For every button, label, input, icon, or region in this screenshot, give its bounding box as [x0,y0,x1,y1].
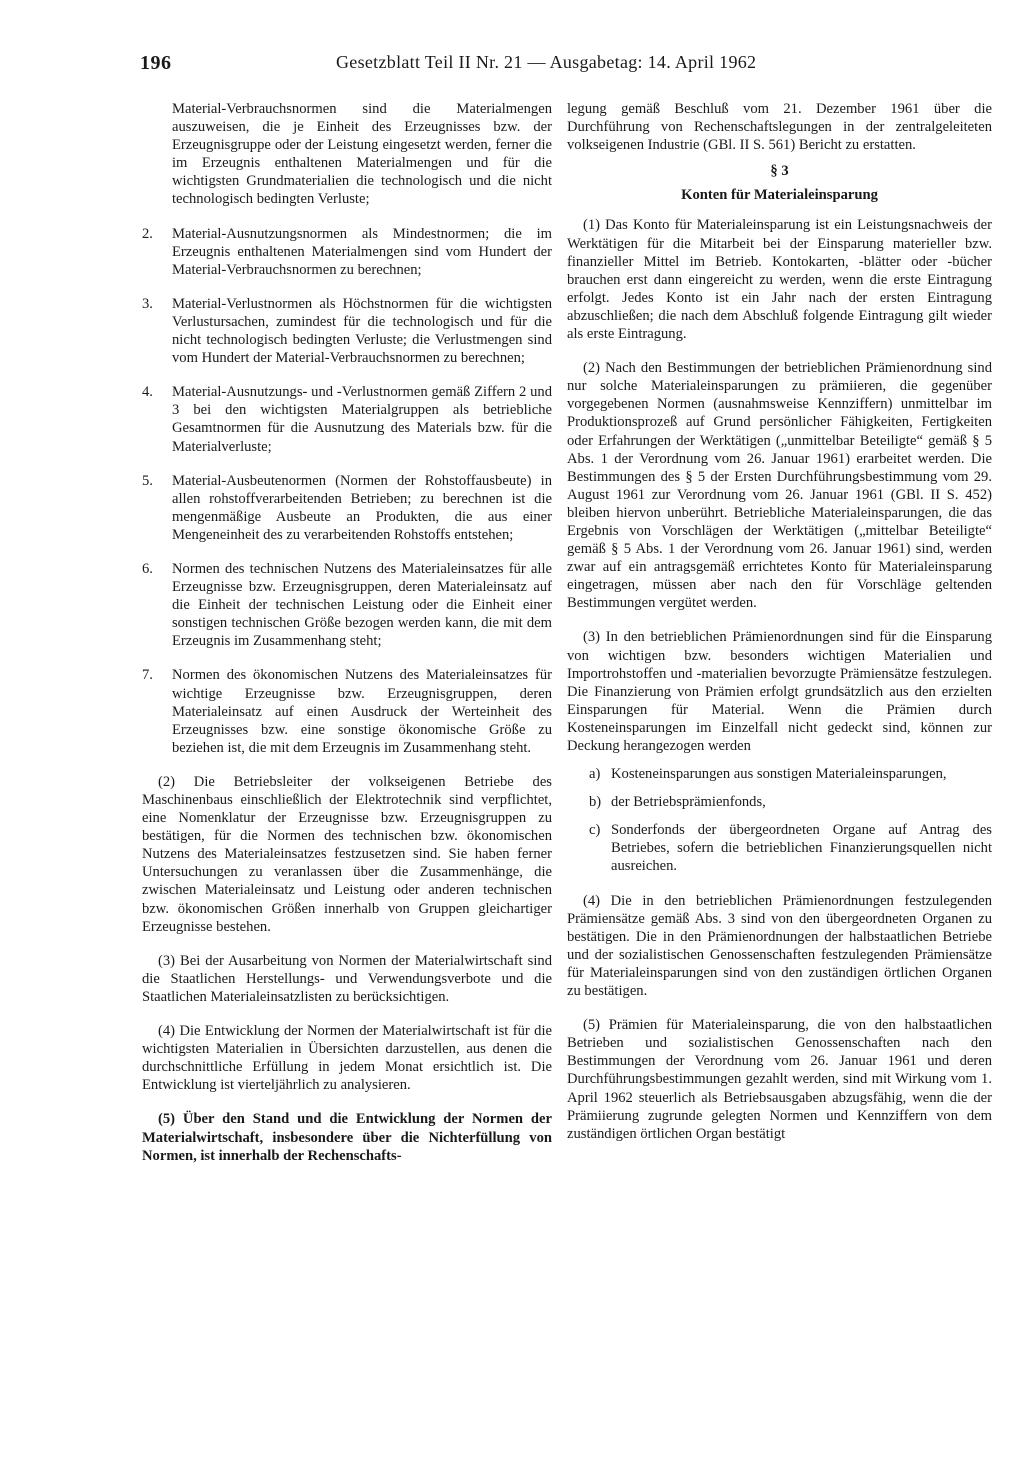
item-number: 2. [142,225,153,242]
paragraph-4: (4) Die Entwicklung der Normen der Materialwirtschaft ist für die wichtigsten Materialien in Übersichten darzustellen, aus denen die durchschnittliche Erfüllung in jedem Monat ersichtlich ist. Die Entwicklung ist vierteljährlich zu analysieren. [142,1023,552,1094]
paragraph-2: (2) Die Betriebsleiter der volkseigenen Betriebe des Maschinenbaus einschließlich der Elektrotechnik sind verpflichtet, eine Nomenklatur der Erzeugnisse bzw. Erzeugnisgruppen zu bestätigen, für die Normen des technischen bzw. ökonomischen Nutzens des Materialeinsatzes festzusetzen sind. Sie haben ferner Untersuchungen zu veranlassen über die Zusammenhänge, die zwischen Materialeinsatz und Leistung oder anderen technischen bzw. ökonomischen Größen innerhalb von Gruppen gleichartiger Erzeugnisse bestehen. [142,773,552,935]
paragraph-2: (2) Nach den Bestimmungen der betrieblichen Prämienordnung sind nur solche Materialeinsparungen zu prämiieren, die gegenüber vorgegebenen Normen (ausnahmsweise Kennziffern) unmittelbar im Produktionsprozeß auf Grund persönlicher Fähigkeiten, Fertigkeiten oder Erfahrungen der Werktätigen („unmittelbar Beteiligte“ gemäß § 5 Abs. 1 der Verordnung vom 26. Januar 1961) erarbeitet werden. Die Bestimmungen des § 5 der Ersten Durchführungsbestimmung vom 29. August 1961 zur Verordnung vom 26. Januar 1961 (GBl. II S. 452) bleiben hiervon unberührt. Betriebliche Materialeinsparungen, die das Ergebnis von Vorschlägen der Werktätigen („mittelbar Beteiligte“ gemäß § 5 Abs. 1 der Verordnung vom 26. Januar 1961) sind, werden zwar auf ein antragsgemäß errichtetes Konto für Materialeinsparung eingetragen, müssen aber nach den für Vorschläge geltenden Bestimmungen vergütet werden. [567,360,992,612]
sub-list-item [567,765,992,783]
item-number: 4. [142,384,153,401]
list-item [142,560,552,650]
paragraph-3: (3) In den betrieblichen Prämienordnungen sind für die Einsparung von wichtigen bzw. besonders wichtigen Materialien und Importrohstoffen und -materialien bevorzugte Prämiensätze festzulegen. Die Finanzierung von Prämien erfolgt grundsätzlich aus den erzielten Einsparungen für Material. Wenn die Prämien durch Kosteneinsparungen im Einzelfall nicht gedeckt sind, können zur Deckung herangezogen werden [567,629,992,754]
running-title: Gesetzblatt Teil II Nr. 21 — Ausgabetag: 14. April 1962 [336,52,757,72]
sub-item-text: der Betriebsprämienfonds, [611,794,766,811]
item-text: Material-Verlustnormen als Höchstnormen für die wichtigsten Verlustursachen, zumindest für die technologisch und für die nicht technologisch bedingten Verluste; die Verlustmengen sind vom Hundert der Material-Verbrauchsnormen zu berechnen; [172,295,552,367]
section-heading: § 3 [770,163,789,180]
sub-item-text: Sonderfonds der übergeordneten Organe auf Antrag des Betriebes, sofern die betrieblichen Finanzierungsquellen nicht ausreichen. [611,822,992,875]
list-item [142,295,552,367]
item-text: Material-Ausnutzungsnormen als Mindestnormen; die im Erzeugnis enthaltenen Materialmengen sind vom Hundert der Material-Verbrauchsnormen zu berechnen; [172,225,552,278]
item-1-continuation: Material-Verbrauchsnormen sind die Materialmengen auszuweisen, die je Einheit des Erzeugnisses bzw. der Erzeugnisgruppe oder der Leistung eingesetzt werden, ferner die im Erzeugnis enthaltenen Materialmengen und für die wichtigsten Grundmaterialien die technologisch und die nicht technologisch bedingten Verluste; [172,101,552,208]
page-header [140,52,990,82]
sub-list-item [567,821,992,875]
page-number: 196 [140,52,172,74]
list-item [142,225,552,279]
item-text: Material-Ausnutzungs- und -Verlustnormen gemäß Ziffern 2 und 3 bei den wichtigsten Materialgruppen als betriebliche Gesamtnormen für die Ausnutzung des Materials bzw. für die Materialverluste; [172,384,552,455]
right-column [567,100,992,1159]
sub-list-item [567,793,992,811]
paragraph-5: (5) Über den Stand und die Entwicklung der Normen der Materialwirtschaft, insbesondere über die Nichterfüllung von Normen, ist innerhalb der Rechenschafts- [142,1111,552,1164]
sub-item-letter: a) [589,766,601,783]
sub-item-letter: b) [589,794,602,811]
item-text: Normen des technischen Nutzens des Materialeinsatzes für alle Erzeugnisse bzw. Erzeugnisgruppen, deren Materialeinsatz auf die Einheit der technischen Leistung oder die Einheit einer sonstigen technischen Größe bezogen werden kann, die mit dem Erzeugnis im Zusammenhang steht; [172,560,552,650]
section-subheading: Konten für Materialeinsparung [681,187,878,204]
paragraph-continuation: legung gemäß Beschluß vom 21. Dezember 1961 über die Durchführung von Rechenschaftslegungen in der zentralgeleiteten volkseigenen Industrie (GBl. II S. 561) Bericht zu erstatten. [567,101,992,154]
item-number: 7. [142,667,153,684]
item-text: Normen des ökonomischen Nutzens des Materialeinsatzes für wichtige Erzeugnisse bzw. Erzeugnisgruppen, deren Materialeinsatz auf einen Ausdruck der Werteinheit des Erzeugnisses bzw. eine sonstige ökonomische Größe zu beziehen ist, die mit dem Erzeugnis im Zusammenhang steht. [172,667,552,756]
paragraph-3: (3) Bei der Ausarbeitung von Normen der Materialwirtschaft sind die Staatlichen Herstellungs- und Verwendungsverbote und die Staatlichen Materialeinsatzlisten zu berücksichtigen. [142,952,552,1005]
paragraph-5: (5) Prämien für Materialeinsparung, die von den halbstaatlichen Betrieben und sozialistischen Genossenschaften nach den Bestimmungen der Verordnung vom 26. Januar 1961 und deren Durchführungsbestimmungen gezahlt werden, sind mit Wirkung vom 1. April 1962 steuerlich als Betriebsausgaben abzugsfähig, wenn die der Prämiierung zugrunde gelegten Normen und Kennziffern von dem zuständigen örtlichen Organ bestätigt [567,1017,992,1142]
item-number: 5. [142,472,153,489]
sub-item-text: Kosteneinsparungen aus sonstigen Materialeinsparungen, [611,766,947,783]
item-text: Material-Ausbeutenormen (Normen der Rohstoffausbeute) in allen rohstoffverarbeitenden Betrieben; zu berechnen ist die mengenmäßige Ausbeute an Produkten, die aus einer Mengeneinheit des zu verarbeitenden Rohstoffs entstehen; [172,472,552,543]
item-number: 6. [142,560,153,577]
sub-item-letter: c) [589,822,601,839]
left-column [142,100,552,1181]
paragraph-4: (4) Die in den betrieblichen Prämienordnungen festzulegenden Prämiensätze gemäß Abs. 3 sind von den übergeordneten Organen zu bestätigen. Die in den Prämienordnungen der halbstaatlichen Betriebe und der sozialistischen Genossenschaften festzulegenden Prämiensätze für Materialeinsparungen sind von den zuständigen örtlichen Organen zu bestätigen. [567,892,992,1000]
item-number: 3. [142,295,153,312]
paragraph-1: (1) Das Konto für Materialeinsparung ist ein Leistungsnachweis der Werktätigen für die Mitarbeit bei der Einsparung materieller bzw. finanzieller Mittel im Betrieb. Kontokarten, -blätter oder -bücher brauchen erst dann eingereicht zu werden, wenn die erste Eintragung erfolgt. Jedes Konto ist ein Jahr nach der ersten Eintragung abzuschließen; die nach dem Abschluß folgende Eintragung gilt wieder als erste Eintragung. [567,217,992,343]
list-item [142,472,552,544]
list-item [142,383,552,455]
list-item [142,666,552,756]
